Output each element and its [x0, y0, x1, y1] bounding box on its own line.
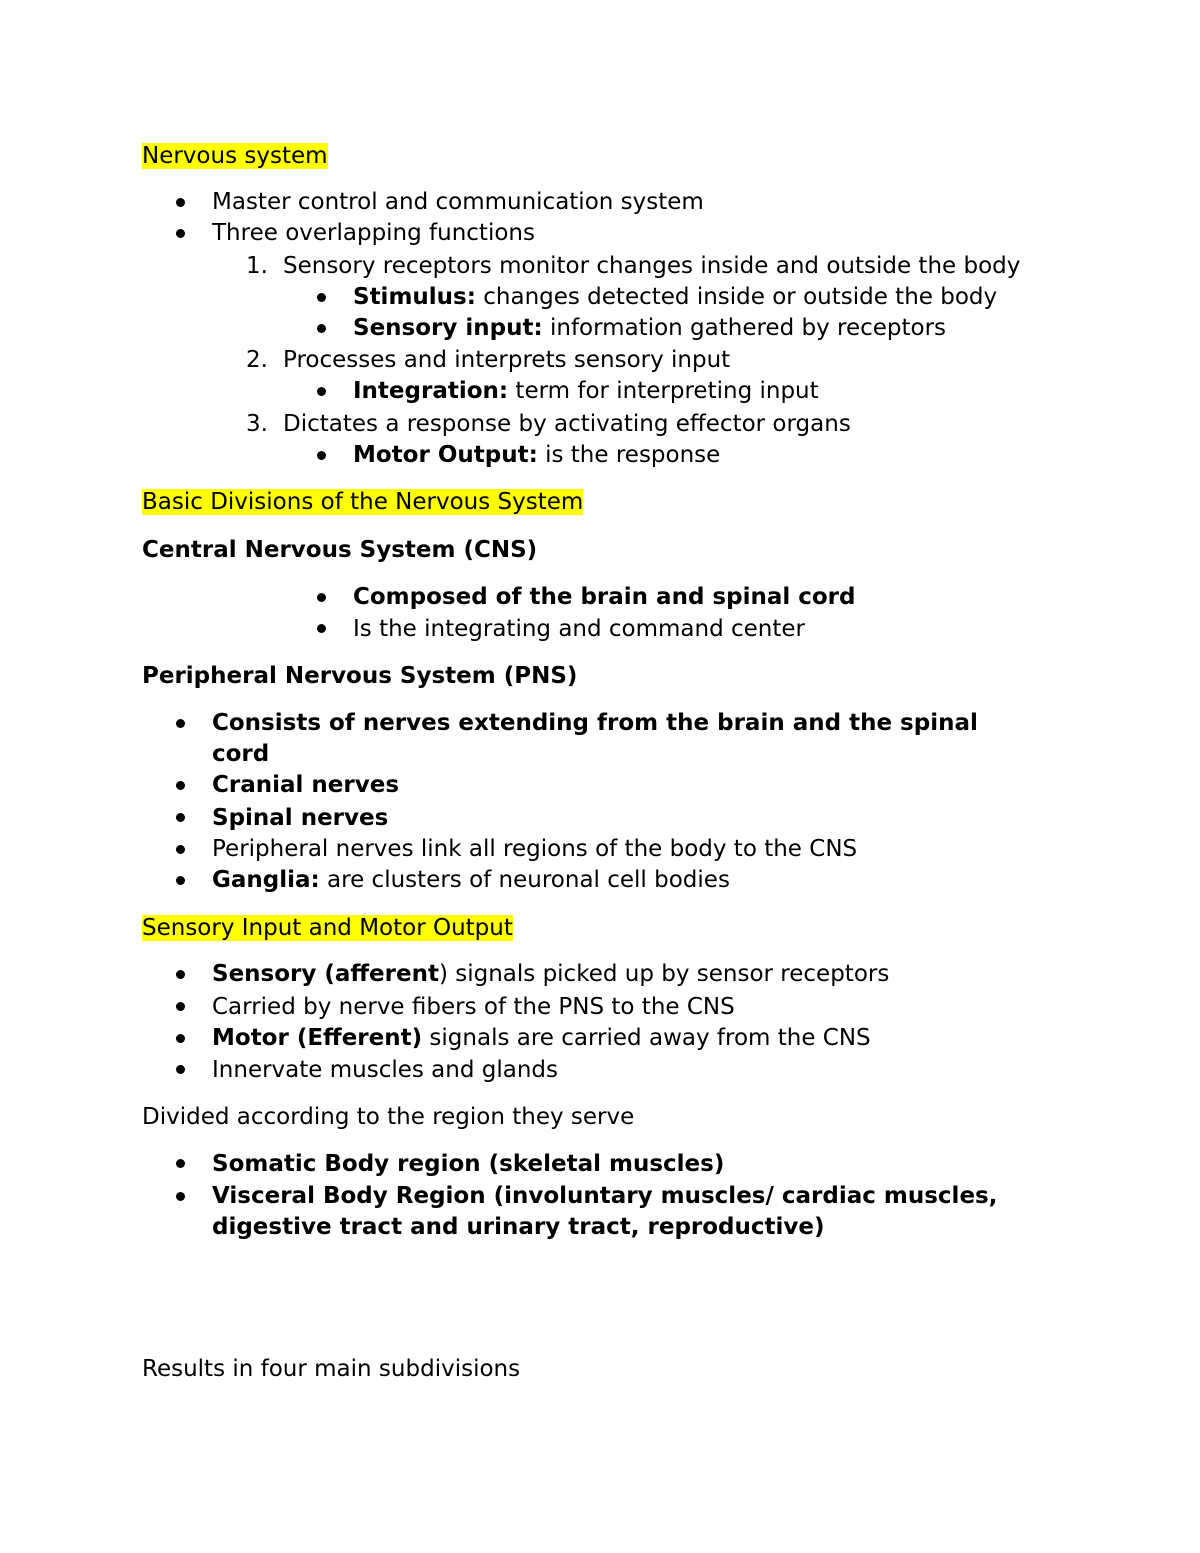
- bullet-icon: [176, 229, 185, 238]
- list-number: 3.: [246, 411, 268, 437]
- bullet-icon: [317, 593, 326, 602]
- section-heading-nervous-system: Nervous system: [142, 143, 328, 169]
- list-item: Dictates a response by activating effector organs: [283, 411, 851, 437]
- bullet-icon: [176, 1159, 185, 1168]
- list-number: 2.: [246, 347, 268, 373]
- list-item: Three overlapping functions: [212, 220, 535, 246]
- bullet-icon: [176, 198, 185, 207]
- list-item: Processes and interprets sensory input: [283, 347, 731, 373]
- bullet-icon: [317, 324, 326, 333]
- list-item: Is the integrating and command center: [353, 616, 806, 642]
- bullet-icon: [176, 719, 185, 728]
- bullet-icon: [176, 845, 185, 854]
- section-heading-sensory-motor: Sensory Input and Motor Output: [142, 915, 513, 941]
- pns-title: Peripheral Nervous System (PNS): [142, 663, 578, 689]
- bullet-icon: [176, 1065, 185, 1074]
- list-item: Composed of the brain and spinal cord: [353, 584, 856, 610]
- list-item: Stimulus: changes detected inside or outside the body: [353, 284, 998, 310]
- list-number: 1.: [246, 253, 268, 279]
- list-item: Spinal nerves: [212, 805, 389, 831]
- paragraph-divided: Divided according to the region they serve: [142, 1104, 635, 1130]
- list-item: Peripheral nerves link all regions of the body to the CNS: [212, 836, 858, 862]
- list-item: Sensory receptors monitor changes inside and outside the body: [283, 253, 1021, 279]
- bullet-icon: [176, 1034, 185, 1043]
- bullet-icon: [176, 781, 185, 790]
- bullet-icon: [317, 624, 326, 633]
- list-item: Sensory (afferent) signals picked up by sensor receptors: [212, 961, 890, 987]
- list-item-continuation: cord: [212, 741, 270, 767]
- cns-title: Central Nervous System (CNS): [142, 537, 538, 563]
- bullet-icon: [317, 293, 326, 302]
- list-item: Sensory input: information gathered by receptors: [353, 315, 947, 341]
- bullet-icon: [317, 387, 326, 396]
- list-item: Innervate muscles and glands: [212, 1057, 558, 1083]
- bullet-icon: [176, 1192, 185, 1201]
- list-item: Carried by nerve fibers of the PNS to the CNS: [212, 994, 735, 1020]
- list-item: Consists of nerves extending from the brain and the spinal: [212, 710, 978, 736]
- list-item: Motor Output: is the response: [353, 442, 721, 468]
- paragraph-results: Results in four main subdivisions: [142, 1356, 521, 1382]
- list-item: Master control and communication system: [212, 189, 704, 215]
- list-item: Cranial nerves: [212, 772, 400, 798]
- list-item: Somatic Body region (skeletal muscles): [212, 1151, 725, 1177]
- bullet-icon: [176, 970, 185, 979]
- list-item-continuation: digestive tract and urinary tract, reproductive): [212, 1214, 825, 1240]
- bullet-icon: [176, 813, 185, 822]
- bullet-icon: [176, 876, 185, 885]
- list-item: Integration: term for interpreting input: [353, 378, 819, 404]
- bullet-icon: [176, 1002, 185, 1011]
- list-item: Ganglia: are clusters of neuronal cell bodies: [212, 867, 730, 893]
- list-item: Visceral Body Region (involuntary muscles/ cardiac muscles,: [212, 1183, 998, 1209]
- section-heading-basic-divisions: Basic Divisions of the Nervous System: [142, 489, 584, 515]
- list-item: Motor (Efferent) signals are carried away from the CNS: [212, 1025, 871, 1051]
- bullet-icon: [317, 451, 326, 460]
